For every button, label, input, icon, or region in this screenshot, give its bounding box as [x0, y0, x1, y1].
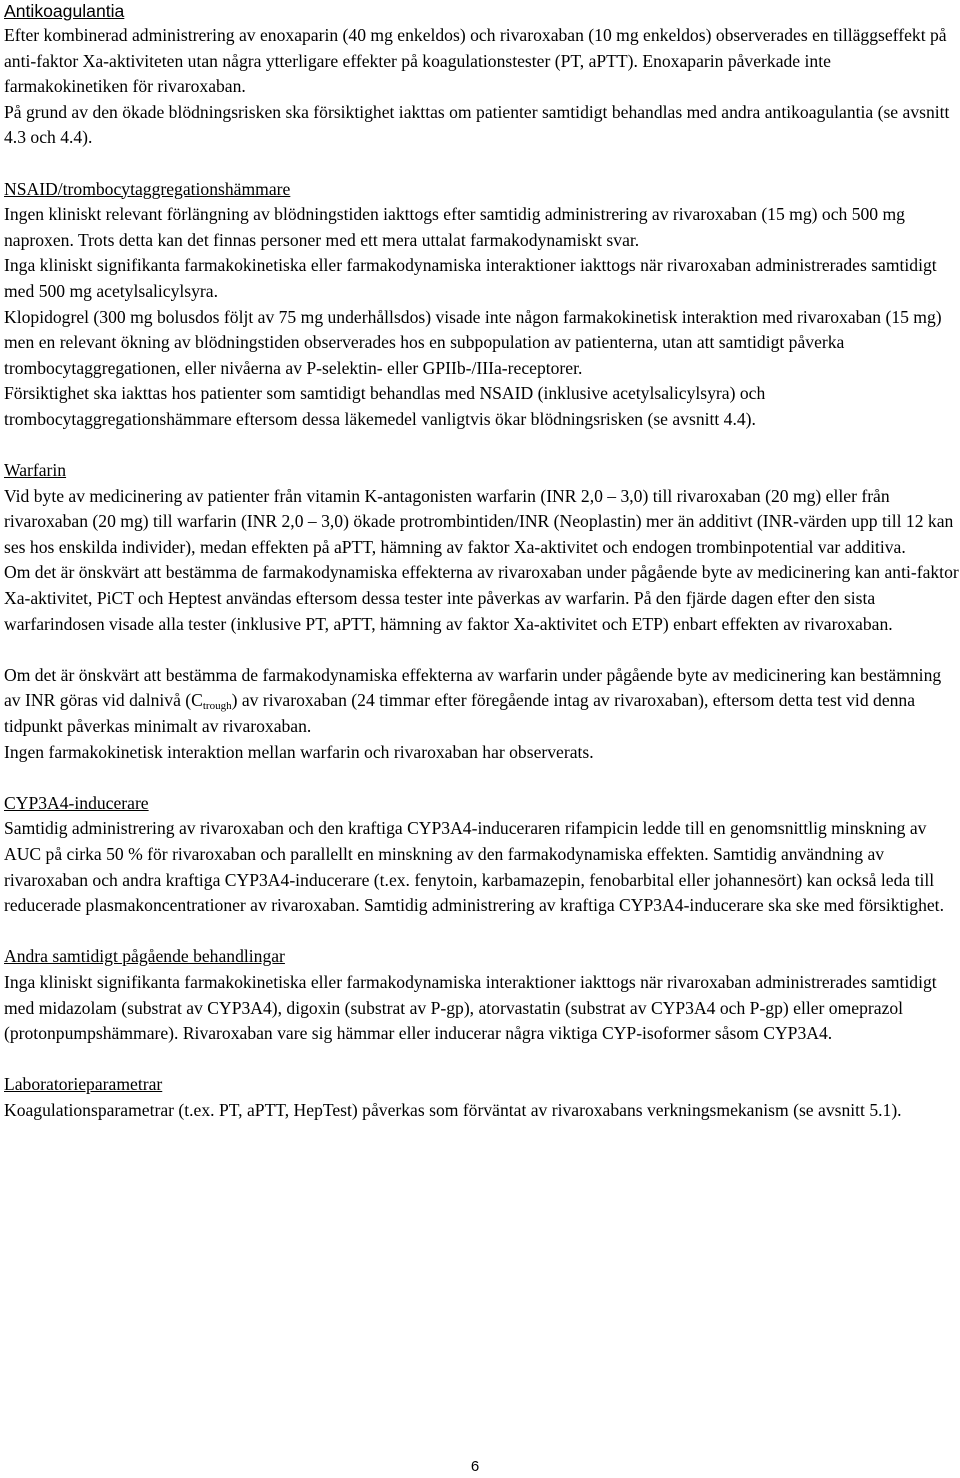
nsaid-paragraph-4: Försiktighet ska iakttas hos patienter som samtidigt behandlas med NSAID (inklusive acetylsalicylsyra) och trombocytaggregationshämmare eftersom dessa läkemedel vanligtvis ökar blödningsrisken (se avsnitt 4.4).: [4, 383, 766, 429]
antikoagulantia-paragraph-1: Efter kombinerad administrering av enoxaparin (40 mg enkeldos) och rivaroxaban (10 mg enkeldos) observerades en tilläggseffekt på anti-faktor Xa-aktiviteten utan några ytterligare effekter på koagulationstester (PT, aPTT). Enoxaparin påverkade inte farmakokinetiken för rivaroxaban.: [4, 25, 947, 97]
section-heading-cyp3a4: CYP3A4-inducerare: [4, 792, 149, 813]
antikoagulantia-paragraph-2: På grund av den ökade blödningsrisken ska försiktighet iakttas om patienter samtidigt behandlas med andra antikoagulantia (se avsnitt 4.3 och 4.4).: [4, 101, 950, 148]
spacer: [4, 637, 959, 663]
andra-paragraph-1: Inga kliniskt signifikanta farmakokinetiska eller farmakodynamiska interaktioner iakttogs när rivaroxaban administrerades samtidigt med midazolam (substrat av CYP3A4), digoxin (substrat av P-gp), atorvastatin (substrat av CYP3A4 och P-gp) eller omeprazol (protonpumpshämmare). Rivaroxaban vare sig hämmar eller inducerar några viktiga CYP-isoformer såsom CYP3A4.: [4, 971, 937, 1044]
nsaid-paragraph-3: Klopidogrel (300 mg bolusdos följt av 75 mg underhållsdos) visade inte någon farmakokinetisk interaktion med rivaroxaban (15 mg) men en relevant ökning av blödningstiden observerades hos en subpopulation av patienterna, utan att samtidigt påverka trombocytaggregationen, eller nivåerna av P-selektin- eller GPIIb-/IIIa-receptorer.: [4, 306, 942, 378]
section-title-antikoagulantia: Antikoagulantia: [4, 1, 125, 21]
lab-paragraph-1: Koagulationsparametrar (t.ex. PT, aPTT, HepTest) påverkas som förväntat av rivaroxabans verkningsmekanism (se avsnitt 5.1).: [4, 1099, 902, 1120]
section-heading-laboratorieparametrar: Laboratorieparametrar: [4, 1074, 163, 1095]
section-heading-nsaid: NSAID/trombocytaggregationshämmare: [4, 178, 291, 199]
cyp3a4-paragraph-1: Samtidig administrering av rivaroxaban och den kraftiga CYP3A4-induceraren rifampicin ledde till en genomsnittlig minskning av AUC på cirka 50 % för rivaroxaban och parallellt en minskning av den farmakodynamiska effekten. Samtidig användning av rivaroxaban och andra kraftiga CYP3A4-inducerare (t.ex. fenytoin, karbamazepin, fenobarbital eller johannesört) kan också leda till reducerade plasmakoncentrationer av rivaroxaban. Samtidig administrering av kraftiga CYP3A4-inducerare ska ske med försiktighet.: [4, 818, 944, 916]
spacer: [4, 151, 959, 177]
warfarin-paragraph-4: Ingen farmakokinetisk interaktion mellan warfarin och rivaroxaban har observerats.: [4, 741, 594, 762]
page-number: 6: [470, 1458, 480, 1475]
warfarin-paragraph-1: Vid byte av medicinering av patienter från vitamin K-antagonisten warfarin (INR 2,0 – 3,0) till rivaroxaban (20 mg) eller från rivaroxaban (20 mg) till warfarin (INR 2,0 – 3,0) ökade protrombintiden/INR (Neoplastin) mer än additivt (INR-värden upp till 12 kan ses hos enskilda individer), medan effekten på aPTT, hämning av faktor Xa-aktivitet och endogen trombinpotential var additiva.: [4, 485, 954, 557]
warfarin-paragraph-3: [4, 663, 959, 740]
spacer: [4, 919, 959, 945]
warfarin-paragraph-2: Om det är önskvärt att bestämma de farmakodynamiska effekterna av rivaroxaban under pågående byte av medicinering kan anti-faktor Xa-aktivitet, PiCT och Heptest användas eftersom dessa tester inte påverkas av warfarin. På den fjärde dagen efter den sista warfarindosen visade alla tester (inklusive PT, aPTT, hämning av faktor Xa-aktivitet och ETP) enbart effekten av rivaroxaban.: [4, 562, 959, 634]
trough-subscript: trough: [202, 700, 232, 713]
nsaid-paragraph-1: Ingen kliniskt relevant förlängning av blödningstiden iakttogs efter samtidig administrering av rivaroxaban (15 mg) och 500 mg naproxen. Trots detta kan det finnas personer med ett mera uttalat farmakodynamiskt svar.: [4, 204, 905, 250]
spacer: [4, 433, 959, 459]
spacer: [4, 1047, 959, 1073]
warfarin-p3-text-after: ) av rivaroxaban (24 timmar efter föregående intag av rivaroxaban), eftersom detta test vid denna tidpunkt påverkas minimalt av rivaroxaban.: [4, 690, 916, 737]
document-page: [4, 0, 959, 1124]
warfarin-p3-text-before: Om det är önskvärt att bestämma de farmakodynamiska effekterna av warfarin under pågående byte av medicinering kan bestämning av INR göras vid dalnivå (C: [4, 664, 942, 711]
section-heading-andra: Andra samtidigt pågående behandlingar: [4, 946, 285, 967]
section-heading-warfarin: Warfarin: [4, 460, 67, 481]
nsaid-paragraph-2: Inga kliniskt signifikanta farmakokinetiska eller farmakodynamiska interaktioner iakttogs när rivaroxaban administrerades samtidigt med 500 mg acetylsalicylsyra.: [4, 255, 937, 301]
spacer: [4, 765, 959, 791]
